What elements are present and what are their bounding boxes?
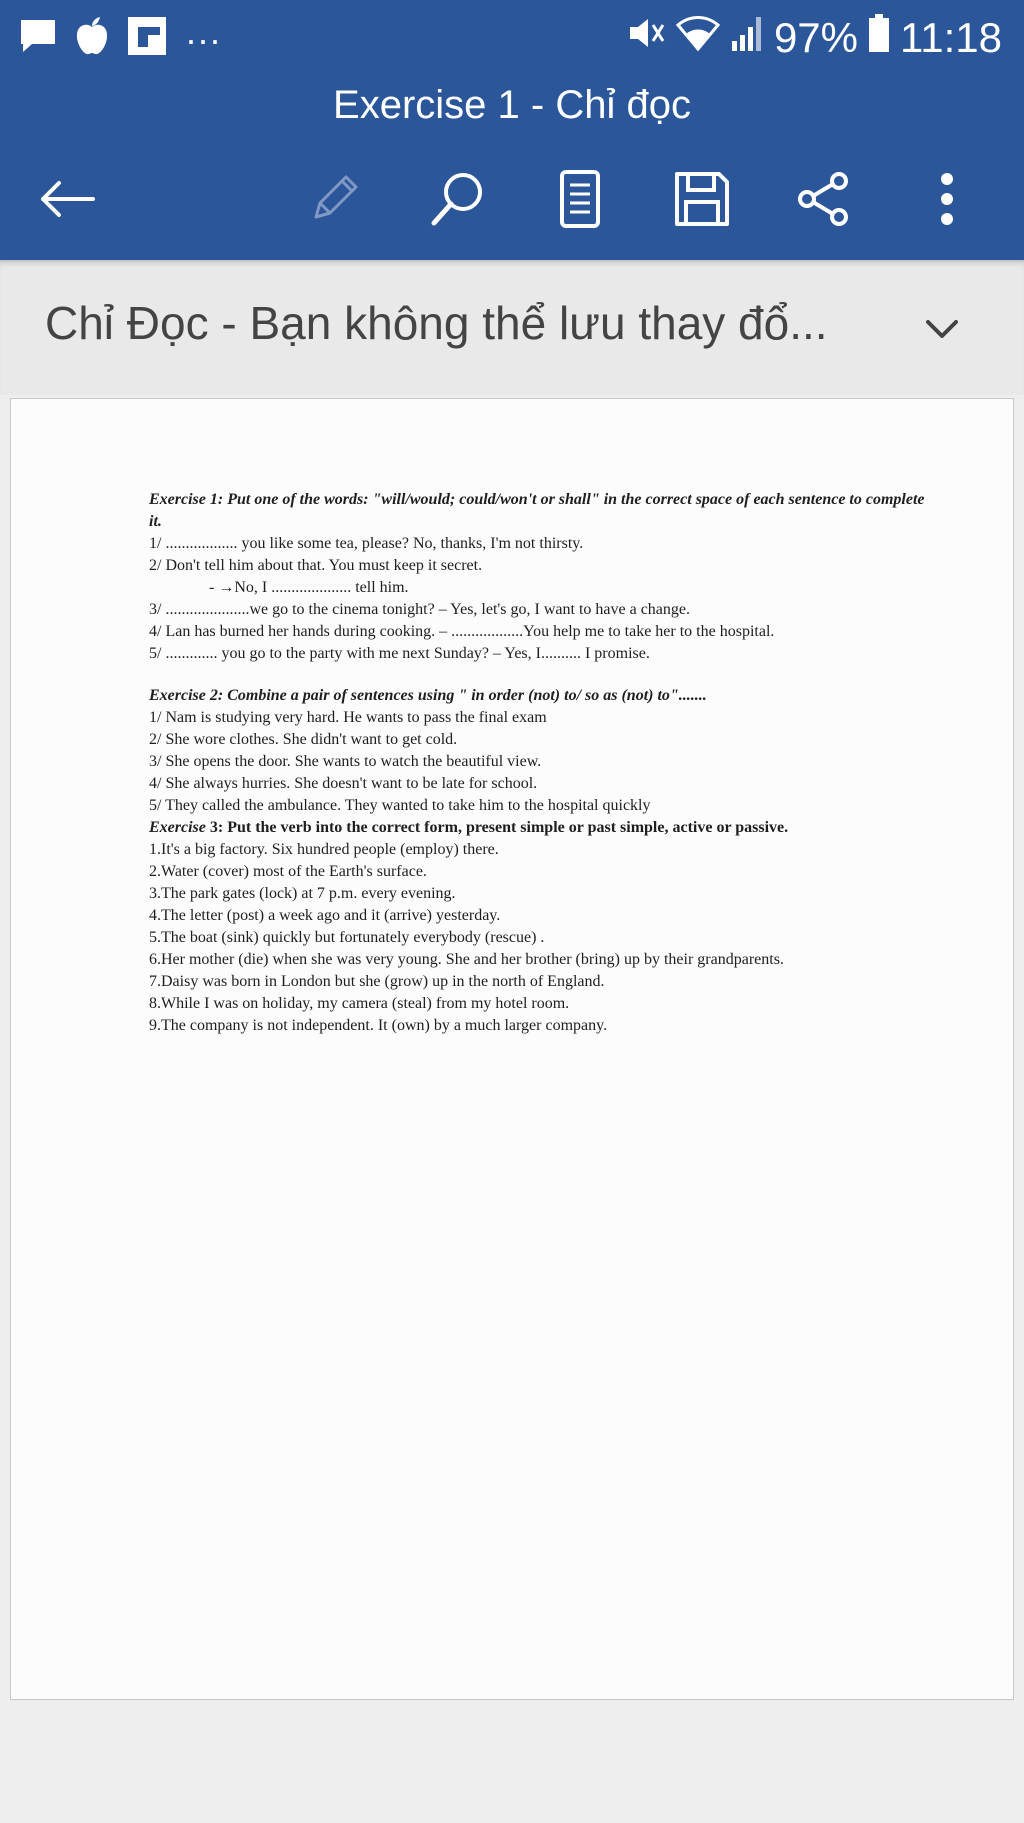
exercise-3-label: Exercise — [149, 819, 206, 836]
notification-icons — [18, 11, 223, 62]
toolbar — [0, 135, 1024, 260]
exercise-2-heading: Exercise 2: Combine a pair of sentences using " in order (not) to/ so as (not) to"....... — [149, 687, 707, 704]
system-status — [626, 10, 1002, 66]
list-item: - →No, I .................... tell him. — [209, 579, 409, 596]
reading-view-icon[interactable] — [548, 167, 612, 231]
list-item: 4/ She always hurries. She doesn't want to be late for school. — [149, 775, 538, 792]
exercise-1-heading: Exercise 1: Put one of the words: "will/would; could/won't or shall" in the correct space of each sentence to complete it. — [149, 491, 925, 530]
list-item: 1/ Nam is studying very hard. He wants to pass the final exam — [149, 709, 547, 726]
search-icon[interactable] — [426, 167, 490, 231]
apple-icon — [72, 15, 112, 62]
read-only-banner[interactable] — [0, 260, 1024, 395]
document-content — [149, 489, 931, 1037]
list-item: 5/ They called the ambulance. They wanted to take him to the hospital quickly — [149, 797, 651, 814]
exercise-3-instructions: 3: Put the verb into the correct form, present simple or past simple, active or passive. — [205, 819, 789, 836]
list-item: 2.Water (cover) most of the Earth's surface. — [149, 863, 427, 880]
list-item: 1/ .................. you like some tea, please? No, thanks, I'm not thirsty. — [149, 535, 584, 552]
list-item: 5.The boat (sink) quickly but fortunately everybody (rescue) . — [149, 929, 545, 946]
back-arrow-icon[interactable] — [34, 167, 98, 231]
list-item: 8.While I was on holiday, my camera (steal) from my hotel room. — [149, 995, 570, 1012]
message-icon — [18, 17, 58, 60]
list-item: 4/ Lan has burned her hands during cooking. – ..................You help me to take her to the hospital. — [149, 623, 775, 640]
more-vertical-icon[interactable] — [915, 167, 979, 231]
save-icon[interactable] — [670, 167, 734, 231]
read-only-message: Chỉ Đọc - Bạn không thể lưu thay đổ... — [45, 297, 828, 349]
signal-icon — [730, 13, 764, 63]
chevron-down-icon[interactable] — [922, 310, 962, 350]
wifi-icon — [676, 13, 720, 63]
list-item: 2/ Don't tell him about that. You must keep it secret. — [149, 557, 483, 574]
battery-percent: 97% — [773, 14, 858, 61]
list-item: 3/ .....................we go to the cinema tonight? – Yes, let's go, I want to have a change. — [149, 601, 690, 618]
exercise-3-heading — [149, 817, 931, 839]
more-notifications: ... — [186, 11, 223, 52]
list-item: 3/ She opens the door. She wants to watch the beautiful view. — [149, 753, 542, 770]
list-item: 5/ ............. you go to the party with me next Sunday? – Yes, I.......... I promise. — [149, 645, 650, 662]
pencil-icon[interactable] — [302, 167, 366, 231]
clock: 11:18 — [900, 14, 1002, 61]
share-icon[interactable] — [792, 167, 856, 231]
list-item: 7.Daisy was born in London but she (grow) up in the north of England. — [149, 973, 605, 990]
list-item: 4.The letter (post) a week ago and it (arrive) yesterday. — [149, 907, 501, 924]
battery-icon — [868, 13, 890, 63]
mute-icon — [626, 13, 666, 63]
list-item: 2/ She wore clothes. She didn't want to get cold. — [149, 731, 458, 748]
document-page[interactable] — [10, 398, 1014, 1700]
list-item: 6.Her mother (die) when she was very young. She and her brother (bring) up by their grandparents. — [149, 951, 784, 968]
list-item: 1.It's a big factory. Six hundred people (employ) there. — [149, 841, 499, 858]
status-bar — [0, 0, 1024, 75]
list-item: 9.The company is not independent. It (own) by a much larger company. — [149, 1017, 608, 1034]
document-title: Exercise 1 - Chỉ đọc — [0, 75, 1024, 135]
flipboard-icon — [126, 15, 168, 62]
list-item: 3.The park gates (lock) at 7 p.m. every evening. — [149, 885, 456, 902]
